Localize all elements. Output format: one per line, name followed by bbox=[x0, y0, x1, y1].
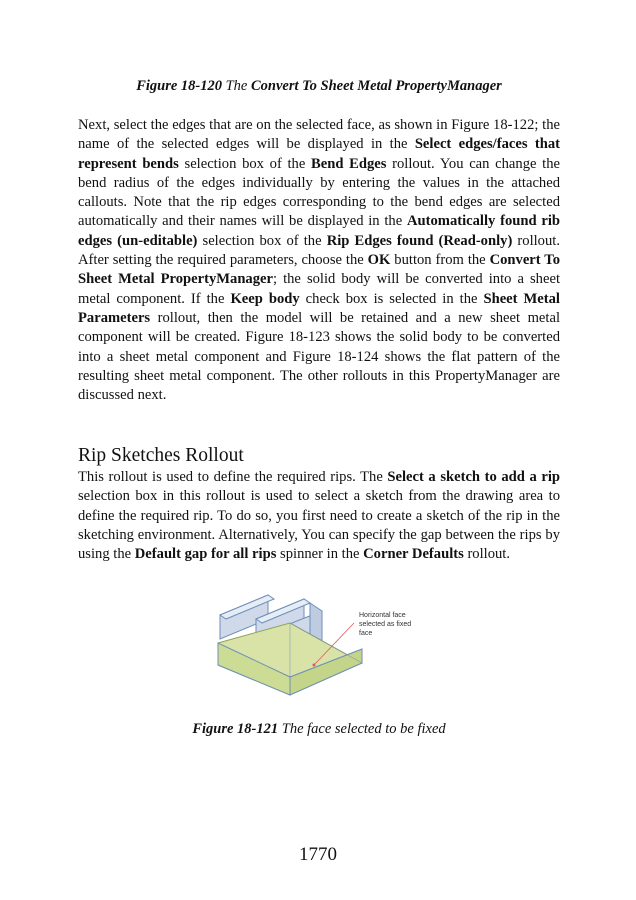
text-run: button from the bbox=[390, 252, 490, 269]
text-run: rollout. You can change the bend radius of the edges individually by entering the values in the attached callouts. Note that the rip edges corresponding to the bend edges are selected automatically and their names will be displayed in the bbox=[78, 155, 560, 230]
figure-caption-top bbox=[78, 78, 560, 95]
figure-sheet-metal-model bbox=[212, 593, 422, 701]
body-paragraph-2 bbox=[78, 468, 560, 564]
page-number: 1770 bbox=[299, 844, 337, 865]
text-run: spinner in the bbox=[276, 546, 364, 563]
bold-term: Rip Edges found (Read-only) bbox=[326, 232, 513, 249]
caption-pre: The bbox=[221, 78, 251, 94]
caption-bottom-text: The face selected to be fixed bbox=[278, 721, 446, 737]
bold-term: OK bbox=[367, 252, 391, 269]
bold-term: Sheet Metal Parameters bbox=[78, 290, 560, 326]
caption-bold: Convert To Sheet Metal PropertyManager bbox=[250, 78, 502, 94]
text-run: ; the solid body will be converted into a sheet metal component. If the bbox=[78, 271, 560, 307]
callout-line-2: selected as fixed bbox=[359, 621, 412, 628]
bold-term: Default gap for all rips bbox=[134, 546, 277, 563]
callout-dot bbox=[313, 664, 316, 667]
caption-label: Figure 18-120 bbox=[136, 78, 222, 94]
text-run: selection box of the bbox=[197, 232, 327, 249]
caption-bottom-label: Figure 18-121 bbox=[192, 721, 279, 737]
text-run: selection box of the bbox=[178, 155, 312, 172]
figure-caption-bottom bbox=[78, 721, 560, 738]
bold-term: Select edges/faces that represent bends bbox=[78, 136, 560, 172]
bold-term: Automatically found rib edges (un-editable) bbox=[78, 213, 561, 249]
text-run: selection box in this rollout is used to select a sketch from the drawing area to define the required rip. To do so, you first need to create a sketch of the rip in the sketching environment. Alternatively, You can specify the gap between the rips by using the bbox=[78, 488, 560, 563]
text-run: check box is selected in the bbox=[299, 290, 484, 307]
text-run: Next, select the edges that are on the selected face, as shown in Figure 18-122; the name of the selected edges will be displayed in the bbox=[78, 117, 560, 153]
callout-line-3: face bbox=[359, 630, 373, 637]
text-run: This rollout is used to define the required rips. The bbox=[78, 469, 388, 485]
bold-term: Select a sketch to add a rip bbox=[387, 469, 560, 485]
bold-term: Keep body bbox=[230, 290, 300, 307]
section-heading: Rip Sketches Rollout bbox=[78, 445, 244, 466]
bold-term: Convert To Sheet Metal PropertyManager bbox=[78, 252, 560, 288]
callout-line-1: Horizontal face bbox=[359, 612, 406, 619]
bold-term: Corner Defaults bbox=[363, 546, 464, 563]
body-paragraph-1 bbox=[78, 116, 560, 405]
text-run: rollout, then the model will be retained and a new sheet metal component will be created. Figure 18-123 shows the solid body to be converted into a sheet metal component and Figure 18-124 shows the flat pattern of the resulting sheet metal component. The other rollouts in this PropertyManager are discussed next. bbox=[78, 309, 560, 404]
bold-term: Bend Edges bbox=[311, 155, 387, 172]
text-run: rollout. bbox=[463, 546, 511, 563]
text-run: rollout. After setting the required parameters, choose the bbox=[78, 232, 560, 269]
